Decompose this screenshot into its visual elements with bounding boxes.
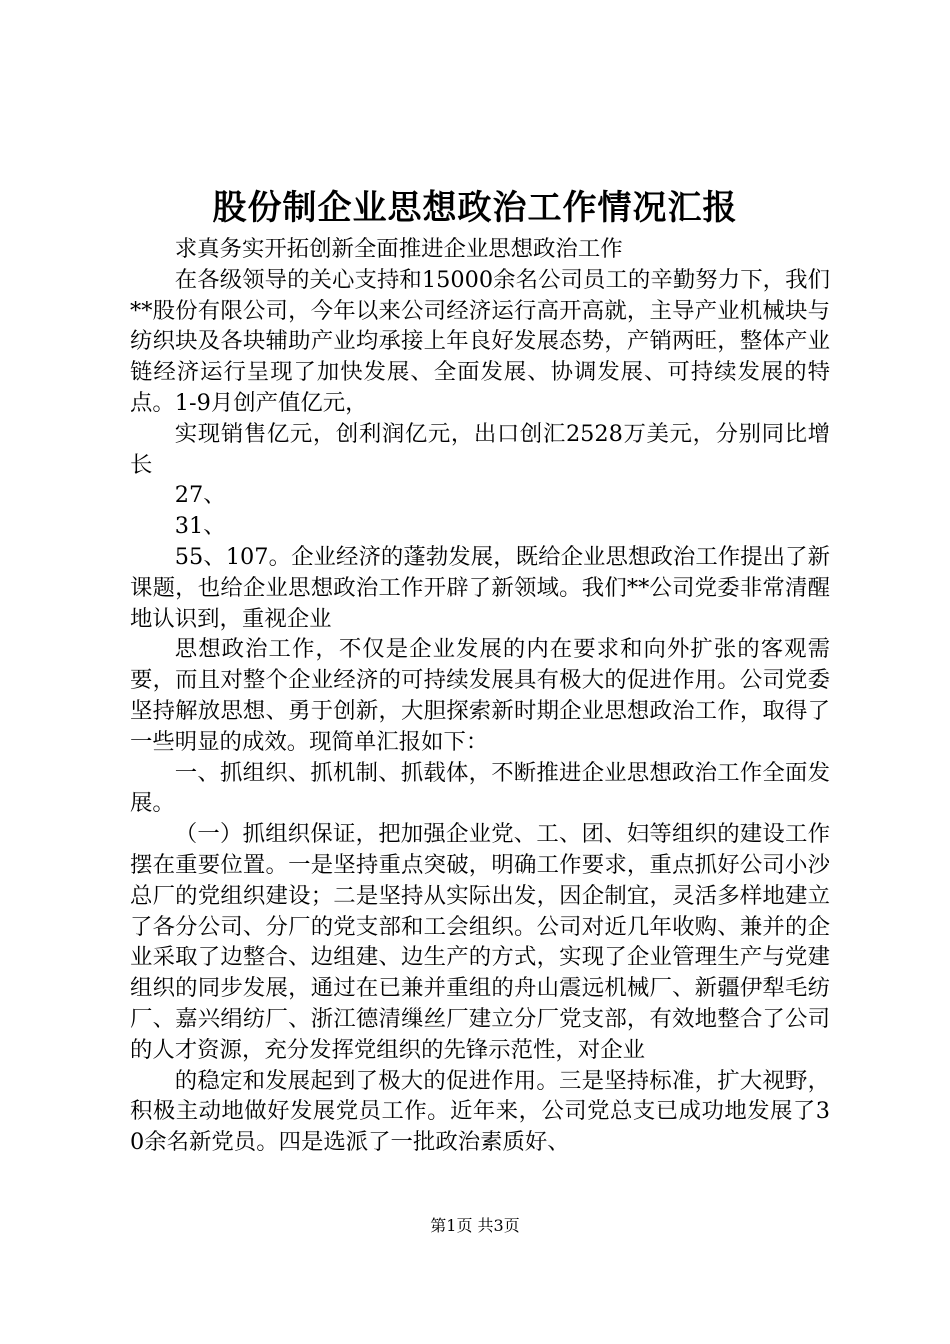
body-paragraph: 实现销售亿元，创利润亿元，出口创汇2528万美元，分别同比增长 xyxy=(130,420,830,478)
body-paragraph: 55、107。企业经济的蓬勃发展，既给企业思想政治工作提出了新课题，也给企业思想政治工作开辟了新领域。我们**公司党委非常清醒地认识到，重视企业 xyxy=(130,543,830,632)
body-paragraph: 思想政治工作，不仅是企业发展的内在要求和向外扩张的客观需要，而且对整个企业经济的可持续发展具有极大的促进作用。公司党委坚持解放思想、勇于创新，大胆探索新时期企业思想政治工作，取得了一些明显的成效。现简单汇报如下： xyxy=(130,636,830,755)
body-paragraph: （一）抓组织保证，把加强企业党、工、团、妇等组织的建设工作摆在重要位置。一是坚持重点突破，明确工作要求，重点抓好公司小沙总厂的党组织建设；二是坚持从实际出发，因企制宜，灵活多样地建立了各分公司、分厂的党支部和工会组织。公司对近几年收购、兼并的企业采取了边整合、边组建、边生产的方式，实现了企业管理生产与党建组织的同步发展，通过在已兼并重组的舟山震远机械厂、新疆伊犁毛纺厂、嘉兴绢纺厂、浙江德清缫丝厂建立分厂党支部，有效地整合了公司的人才资源，充分发挥党组织的先锋示范性，对企业 xyxy=(130,821,830,1063)
document-title: 股份制企业思想政治工作情况汇报 xyxy=(212,188,738,228)
body-paragraph: 的稳定和发展起到了极大的促进作用。三是坚持标准，扩大视野，积极主动地做好发展党员工作。近年来，公司党总支已成功地发展了30余名新党员。四是选派了一批政治素质好、 xyxy=(130,1067,830,1156)
body-paragraph: 在各级领导的关心支持和15000余名公司员工的辛勤努力下，我们**股份有限公司，今年以来公司经济运行高开高就，主导产业机械块与纺织块及各块辅助产业均承接上年良好发展态势，产销两旺，整体产业链经济运行呈现了加快发展、全面发展、协调发展、可持续发展的特点。1-9月创产值亿元， xyxy=(130,266,830,416)
body-paragraph: 27、 xyxy=(174,482,226,509)
document-body xyxy=(130,234,830,1158)
subtitle-paragraph: 求真务实开拓创新全面推进企业思想政治工作 xyxy=(174,236,623,262)
page-footer: 第1页 共3页 xyxy=(430,1216,520,1235)
body-paragraph: 31、 xyxy=(174,513,226,540)
section-heading: 一、抓组织、抓机制、抓载体，不断推进企业思想政治工作全面发展。 xyxy=(130,759,830,817)
